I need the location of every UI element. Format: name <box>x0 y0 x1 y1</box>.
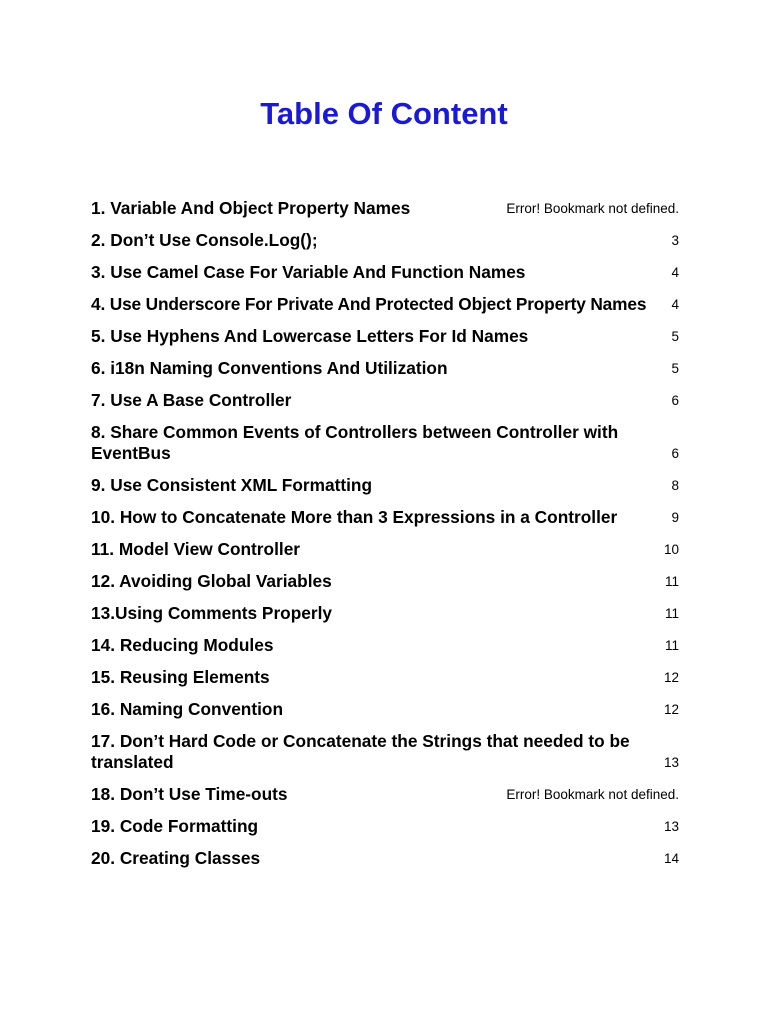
toc-entry-page: 3 <box>671 233 679 248</box>
toc-entry-label: 18. Don’t Use Time-outs <box>91 784 288 804</box>
toc-entry-page: 6 <box>671 393 679 408</box>
toc-entry-11[interactable] <box>91 539 679 560</box>
toc-entry-label: 10. How to Concatenate More than 3 Expressions in a Controller <box>91 507 618 527</box>
toc-entry-label: 13.Using Comments Properly <box>91 603 333 623</box>
toc-entry-label: 9. Use Consistent XML Formatting <box>91 475 373 495</box>
toc-entry-4[interactable] <box>91 294 679 315</box>
toc-entry-label: 8. Share Common Events of Controllers between Controller with EventBus <box>91 422 619 463</box>
toc-entry-page: 11 <box>664 606 679 621</box>
toc-entry-page: 4 <box>671 265 679 280</box>
toc-entry-8[interactable] <box>91 422 679 464</box>
toc-entry-page: 14 <box>663 851 679 866</box>
toc-entry-7[interactable] <box>91 390 679 411</box>
toc-entry-19[interactable] <box>91 816 679 837</box>
toc-entry-page: 8 <box>671 478 679 493</box>
toc-entry-page: 12 <box>663 702 679 717</box>
toc-entry-label: 3. Use Camel Case For Variable And Function Names <box>91 262 526 282</box>
toc-entry-12[interactable] <box>91 571 679 592</box>
toc-entry-1[interactable] <box>91 198 679 219</box>
toc-entry-label: 19. Code Formatting <box>91 816 259 836</box>
toc-entry-page: 9 <box>671 510 679 525</box>
toc-entry-label: 17. Don’t Hard Code or Concatenate the Strings that needed to be translated <box>91 731 630 772</box>
toc-entry-17[interactable] <box>91 731 679 773</box>
toc-entry-label: 16. Naming Convention <box>91 699 284 719</box>
toc-entry-label: 7. Use A Base Controller <box>91 390 292 410</box>
toc-entry-page: 4 <box>671 297 679 312</box>
toc-entry-3[interactable] <box>91 262 679 283</box>
toc-entry-label: 2. Don’t Use Console.Log(); <box>91 230 318 250</box>
toc-entry-label: 6. i18n Naming Conventions And Utilization <box>91 358 448 378</box>
toc-entry-label: 14. Reducing Modules <box>91 635 274 655</box>
toc-entry-13[interactable] <box>91 603 679 624</box>
toc-entry-page: Error! Bookmark not defined. <box>506 787 679 802</box>
toc-entry-page: 5 <box>671 361 679 376</box>
toc-entry-5[interactable] <box>91 326 679 347</box>
toc-entry-page: 12 <box>663 670 679 685</box>
toc-entry-2[interactable] <box>91 230 679 251</box>
toc-entry-15[interactable] <box>91 667 679 688</box>
toc-entry-page: 11 <box>664 574 679 589</box>
toc-entry-label: 15. Reusing Elements <box>91 667 270 687</box>
toc-entry-label: 20. Creating Classes <box>91 848 261 868</box>
toc-entry-page: 10 <box>663 542 679 557</box>
toc-entry-page: 6 <box>671 446 679 461</box>
toc-entry-page: 13 <box>663 755 679 770</box>
toc-entry-10[interactable] <box>91 507 679 528</box>
toc-entry-label: 12. Avoiding Global Variables <box>91 571 332 591</box>
toc-entry-page: 5 <box>671 329 679 344</box>
toc-entry-page: 11 <box>664 638 679 653</box>
toc-entry-18[interactable] <box>91 784 679 805</box>
toc-entry-9[interactable] <box>91 475 679 496</box>
toc-entry-label: 4. Use Underscore For Private And Protected Object Property Names <box>91 294 647 314</box>
toc-entry-label: 5. Use Hyphens And Lowercase Letters For Id Names <box>91 326 529 346</box>
toc-entry-label: 1. Variable And Object Property Names <box>91 198 411 218</box>
toc-entry-page: 13 <box>663 819 679 834</box>
toc-entry-label: 11. Model View Controller <box>91 539 301 559</box>
toc-entry-page: Error! Bookmark not defined. <box>506 201 679 216</box>
table-of-contents <box>91 198 679 880</box>
toc-entry-14[interactable] <box>91 635 679 656</box>
page-title: Table Of Content <box>260 96 508 131</box>
toc-entry-6[interactable] <box>91 358 679 379</box>
toc-entry-16[interactable] <box>91 699 679 720</box>
toc-entry-20[interactable] <box>91 848 679 869</box>
